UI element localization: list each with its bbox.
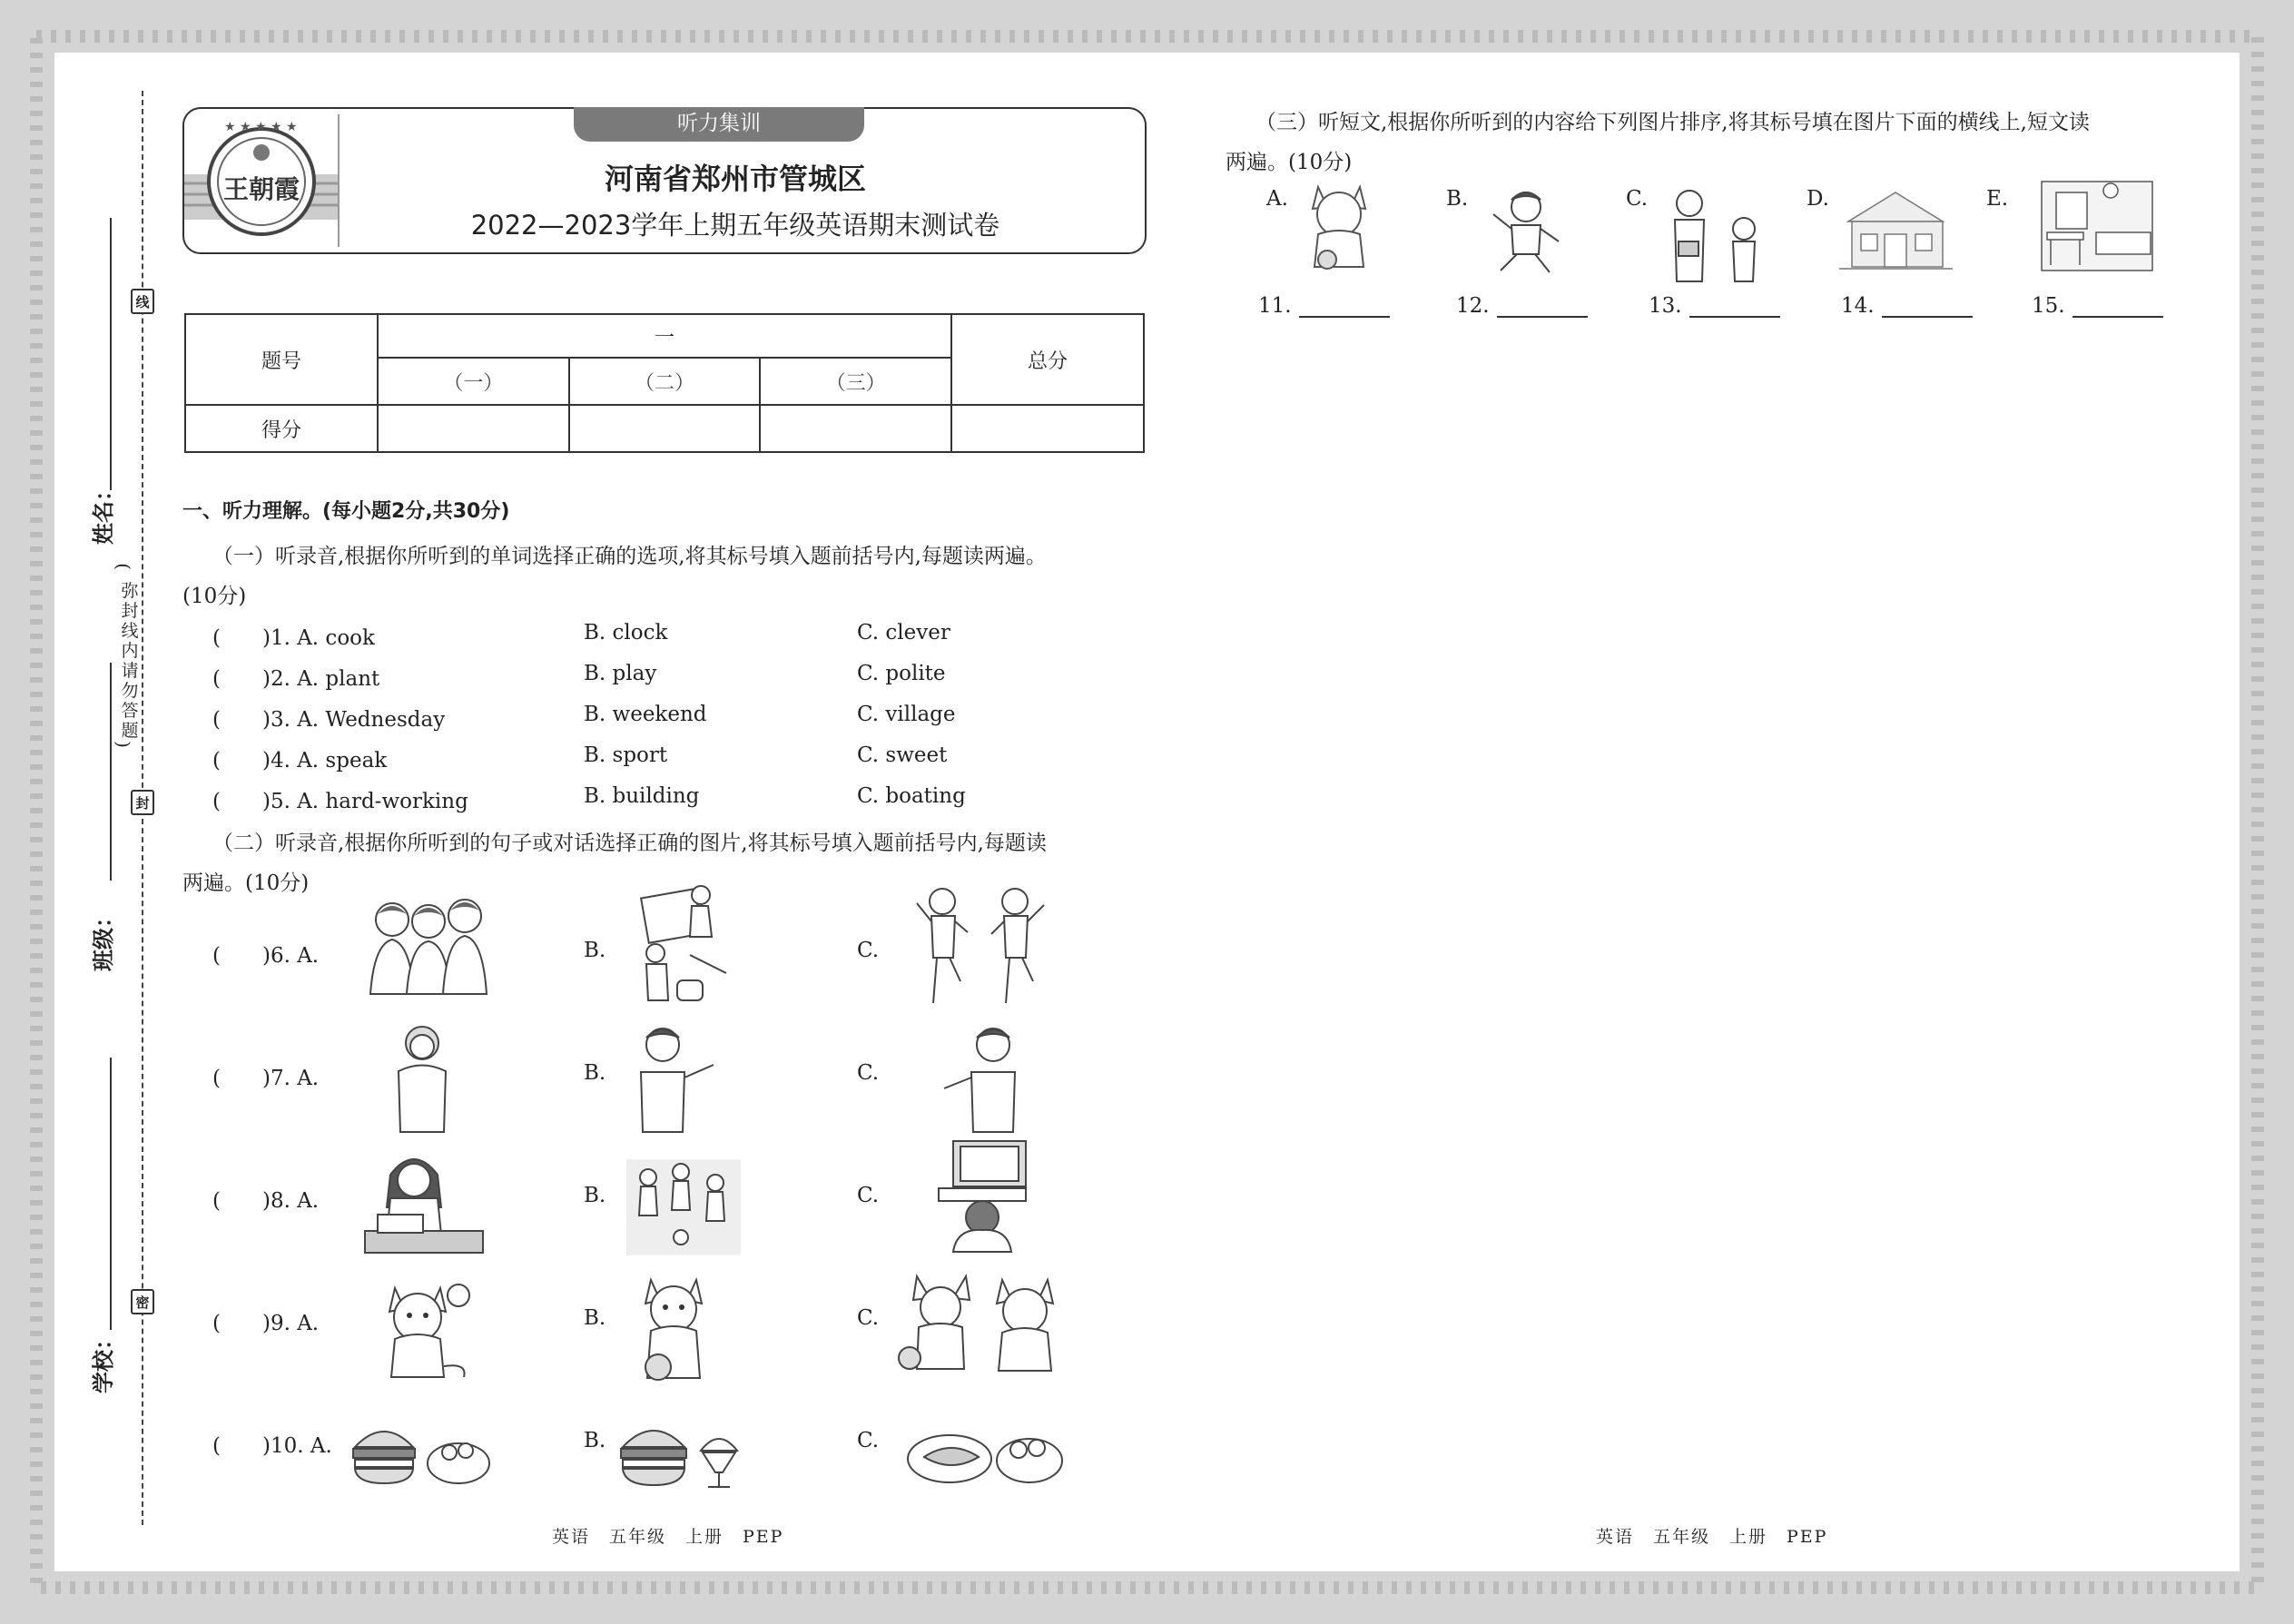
name-underline <box>110 218 112 490</box>
boy-watching-tv-picture <box>935 1139 1030 1253</box>
answer-blank-11[interactable] <box>1258 294 1390 318</box>
question-3-option-b: B. weekend <box>584 703 707 726</box>
name-label: 姓名： <box>91 479 116 545</box>
part2-instruction-cont: 两遍。(10分) <box>182 871 310 895</box>
boy-waving-picture <box>626 1021 726 1135</box>
part3-picture-d-label: D. <box>1807 187 1829 211</box>
climbing-board-picture <box>635 882 735 1009</box>
part3-instruction-cont: 两遍。(10分) <box>1226 151 1353 174</box>
score-table-total: 总分 <box>951 314 1144 405</box>
answer-blank-15-line[interactable] <box>2072 296 2163 318</box>
seal-note-open-paren: ( <box>112 563 134 570</box>
question-2-option-c: C. polite <box>857 662 946 685</box>
score-cell-2[interactable] <box>569 405 761 452</box>
fish-and-salad-picture <box>906 1421 1069 1489</box>
question-5-option-c: C. boating <box>857 784 966 808</box>
score-table <box>184 313 1145 453</box>
header-tab: 听力集训 <box>574 107 864 142</box>
answer-blank-12-label: 12. <box>1456 294 1490 318</box>
answer-blank-13-line[interactable] <box>1689 296 1780 318</box>
question-8-option-b: B. <box>584 1184 606 1207</box>
question-9-option-c: C. <box>857 1306 880 1330</box>
part3-picture-a-label: A. <box>1266 187 1288 211</box>
question-10-option-b: B. <box>584 1429 606 1452</box>
question-8[interactable]: ( )8. A. <box>212 1189 320 1213</box>
question-9-option-b: B. <box>584 1306 606 1330</box>
answer-blank-12-line[interactable] <box>1497 296 1588 318</box>
section-heading: 一、听力理解。(每小题2分,共30分) <box>182 500 510 523</box>
exam-title: 河南省郑州市管城区 <box>604 162 866 196</box>
svg-text:★ ★ ★ ★ ★: ★ ★ ★ ★ ★ <box>224 120 298 134</box>
two-dogs-picture <box>897 1271 1069 1375</box>
question-8-option-c: C. <box>857 1184 880 1207</box>
answer-blank-14-line[interactable] <box>1882 296 1973 318</box>
kids-playing-football-picture <box>625 1157 743 1257</box>
question-7[interactable]: ( )7. A. <box>212 1067 320 1090</box>
score-table-sub2: （二） <box>569 358 761 405</box>
question-7-option-b: B. <box>584 1061 606 1085</box>
answer-blank-14-label: 14. <box>1841 294 1875 318</box>
footer-right: 英语 五年级 上册 PEP <box>1596 1527 1828 1547</box>
svg-text:王朝霞: 王朝霞 <box>222 174 300 204</box>
score-table-sub3: （三） <box>760 358 951 405</box>
answer-blank-13-label: 13. <box>1649 294 1682 318</box>
question-9[interactable]: ( )9. A. <box>212 1312 320 1335</box>
two-kids-exercising-picture <box>908 885 1062 1008</box>
footer-left: 英语 五年级 上册 PEP <box>552 1527 784 1547</box>
seal-char-xian: 线 <box>131 289 154 314</box>
class-label: 班级： <box>91 906 116 971</box>
question-1-option-c: C. clever <box>857 621 950 645</box>
question-5-option-b: B. building <box>584 784 700 808</box>
boy-jumping-picture <box>1482 187 1569 278</box>
bedroom-picture <box>2038 178 2156 273</box>
part3-picture-c-label: C. <box>1626 187 1649 211</box>
answer-blank-11-line[interactable] <box>1299 296 1390 318</box>
score-cell-1[interactable] <box>378 405 569 452</box>
seal-char-mi: 密 <box>131 1289 154 1314</box>
puppy-sitting-on-ball-picture <box>631 1271 722 1384</box>
part1-instruction: （一）听录音,根据你所听到的单词选择正确的选项,将其标号填入题前括号内,每题读两遍。 <box>212 545 1047 568</box>
cat-picture <box>1300 180 1382 271</box>
score-table-sub1: （一） <box>378 358 569 405</box>
question-4[interactable]: ( )4. A. speak <box>212 749 388 773</box>
publisher-logo <box>184 111 339 247</box>
question-4-option-c: C. sweet <box>857 743 948 767</box>
answer-blank-13[interactable] <box>1649 294 1780 318</box>
school-label: 学校： <box>91 1328 116 1393</box>
question-2-option-b: B. play <box>584 662 657 685</box>
score-cell-3[interactable] <box>760 405 951 452</box>
man-and-boy-picture <box>1657 187 1775 285</box>
class-underline <box>110 663 112 881</box>
hamburger-and-icecream-picture <box>617 1414 744 1491</box>
exam-subtitle: 2022—2023学年上期五年级英语期末测试卷 <box>470 210 1000 241</box>
seal-note-close-paren: ) <box>112 741 134 748</box>
seal-char-feng: 封 <box>131 790 154 815</box>
question-3[interactable]: ( )3. A. Wednesday <box>212 708 446 732</box>
street-scene-picture <box>1839 185 1953 271</box>
question-10-option-c: C. <box>857 1429 880 1452</box>
question-6-option-b: B. <box>584 939 606 962</box>
question-5[interactable]: ( )5. A. hard-working <box>212 790 468 813</box>
boy-pointing-picture <box>935 1021 1035 1135</box>
grandmother-picture <box>386 1021 458 1135</box>
question-1[interactable]: ( )1. A. cook <box>212 626 375 650</box>
answer-blank-15-label: 15. <box>2032 294 2065 318</box>
score-table-section-one: 一 <box>378 314 951 358</box>
part3-instruction: （三）听短文,根据你所听到的内容给下列图片排序,将其标号填在图片下面的横线上,短文读 <box>1255 111 2090 134</box>
part3-picture-b-label: B. <box>1446 187 1469 211</box>
question-4-option-b: B. sport <box>584 743 668 767</box>
question-3-option-c: C. village <box>857 703 956 726</box>
part3-picture-e-label: E. <box>1986 187 2009 211</box>
question-6-option-c: C. <box>857 939 880 962</box>
puppy-with-ball-picture <box>377 1275 477 1384</box>
answer-blank-11-label: 11. <box>1258 294 1292 318</box>
score-cell-total[interactable] <box>951 405 1144 452</box>
score-table-row-label: 题号 <box>185 314 378 405</box>
question-7-option-c: C. <box>857 1061 880 1085</box>
answer-blank-14[interactable] <box>1841 294 1973 318</box>
part2-instruction: （二）听录音,根据你所听到的句子或对话选择正确的图片,将其标号填入题前括号内,每题读 <box>212 832 1047 855</box>
hamburger-and-salad-picture <box>350 1416 495 1489</box>
school-underline <box>110 1058 112 1330</box>
question-1-option-b: B. clock <box>584 621 668 645</box>
question-2[interactable]: ( )2. A. plant <box>212 667 380 691</box>
answer-blank-15[interactable] <box>2032 294 2163 318</box>
part1-instruction-cont: (10分) <box>182 585 247 608</box>
score-table-score-label: 得分 <box>185 405 378 452</box>
answer-blank-12[interactable] <box>1456 294 1588 318</box>
question-6[interactable]: ( )6. A. <box>212 944 320 968</box>
seal-note: 弥封线内请勿答题 <box>121 581 139 741</box>
question-10[interactable]: ( )10. A. <box>212 1434 332 1458</box>
logo-divider <box>338 114 340 247</box>
girl-reading-picture <box>359 1144 487 1257</box>
children-group-picture <box>354 894 499 999</box>
